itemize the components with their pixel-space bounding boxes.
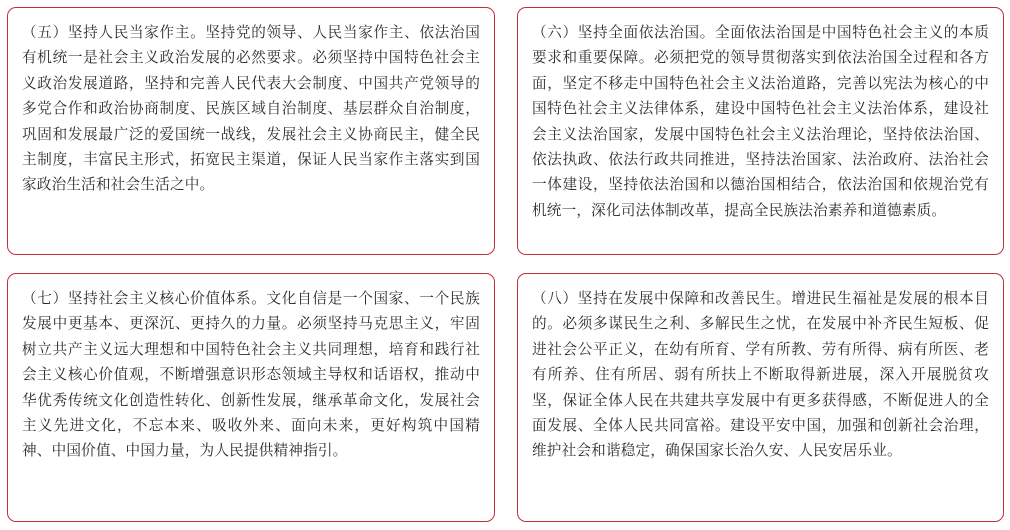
text-panel-five: [7, 7, 495, 255]
text-panel-six: [517, 7, 1004, 255]
text-panel-eight: [517, 273, 1004, 522]
panel-text: （五）坚持人民当家作主。坚持党的领导、人民当家作主、依法治国有机统一是社会主义政治发展的必然要求。必须坚持中国特色社会主义政治发展道路，坚持和完善人民代表大会制度、中国共产党领导的多党合作和政治协商制度、民族区域自治制度、基层群众自治制度，巩固和发展最广泛的爱国统一战线，发展社会主义协商民主，健全民主制度，丰富民主形式，拓宽民主渠道，保证人民当家作主落实到国家政治生活和社会生活之中。: [22, 24, 480, 194]
panel-text: （六）坚持全面依法治国。全面依法治国是中国特色社会主义的本质要求和重要保障。必须把党的领导贯彻落实到依法治国全过程和各方面，坚定不移走中国特色社会主义法治道路，完善以宪法为核心的中国特色社会主义法律体系，建设中国特色社会主义法治体系，建设社会主义法治国家，发展中国特色社会主义法治理论，坚持依法治国、依法执政、依法行政共同推进，坚持法治国家、法治政府、法治社会一体建设，坚持依法治国和以德治国相结合，依法治国和依规治党有机统一，深化司法体制改革，提高全民族法治素养和道德素质。: [532, 24, 989, 219]
text-panel-seven: [7, 273, 495, 522]
panel-text: （七）坚持社会主义核心价值体系。文化自信是一个国家、一个民族发展中更基本、更深沉、更持久的力量。必须坚持马克思主义，牢固树立共产主义远大理想和中国特色社会主义共同理想，培育和践行社会主义核心价值观，不断增强意识形态领域主导权和话语权，推动中华优秀传统文化创造性转化、创新性发展，继承革命文化，发展社会主义先进文化，不忘本来、吸收外来、面向未来，更好构筑中国精神、中国价值、中国力量，为人民提供精神指引。: [22, 290, 480, 460]
panel-text: （八）坚持在发展中保障和改善民生。增进民生福祉是发展的根本目的。必须多谋民生之利、多解民生之忧，在发展中补齐民生短板、促进社会公平正义，在幼有所育、学有所教、劳有所得、病有所医、老有所养、住有所居、弱有所扶上不断取得新进展，深入开展脱贫攻坚，保证全体人民在共建共享发展中有更多获得感，不断促进人的全面发展、全体人民共同富裕。建设平安中国，加强和创新社会治理，维护社会和谐稳定，确保国家长治久安、人民安居乐业。: [532, 290, 989, 460]
